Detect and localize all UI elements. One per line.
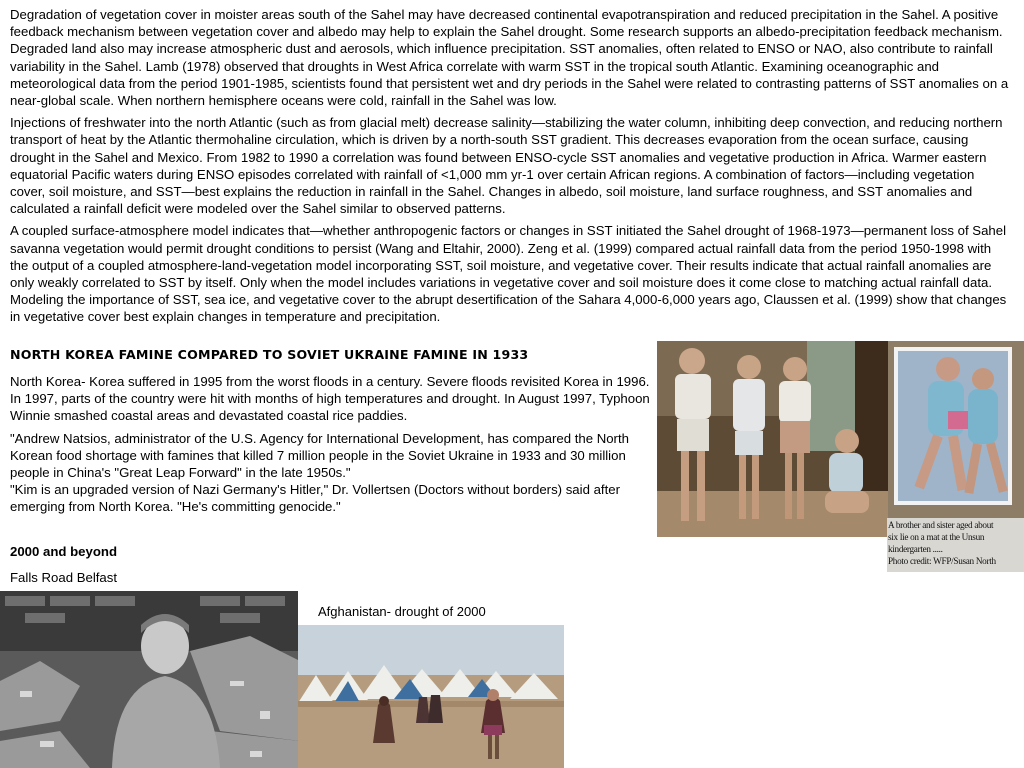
paragraph-freshwater-injection: Injections of freshwater into the north Atlantic (such as from glacial melt) decrease salinity—stabilizing the water column, inhibiting deep convection, and reducing northern transport of heat by the Atlantic thermohaline circulation, which is driven by a north-south SST gradient. This decreases evaporation from the ocean surface, causing drought in the Sahel and Mexico. From 1982 to 1990 a correlation was found between ENSO-cycle SST anomalies and vegetative production in Africa. Warmer eastern equatorial Pacific waters during ENSO episodes correlated with rainfall of <1,000 mm yr-1 over certain African regions. A combination of factors—including vegetation cover, soil moisture, and SST—best explains the reduction in rainfall in the Sahel. Changes in albedo, soil moisture, land surface roughness, and SST anomalies and calculated a rainfall deficit were modeled over the Sahel similar to observed patterns. xyxy=(10,115,1003,217)
caption-line: kindergarten ..... xyxy=(888,544,943,554)
famine-heading: NORTH KOREA FAMINE COMPARED TO SOVIET UKRAINE FAMINE IN 1933 xyxy=(10,347,529,362)
quote-vollertsen: "Kim is an upgraded version of Nazi Germany's Hitler," Dr. Vollertsen (Doctors without borders) said after emerging from North Korea. "He's committing genocide." xyxy=(10,482,620,515)
paragraph-north-korea-floods: North Korea- Korea suffered in 1995 from the worst floods in a century. Severe floods revisited Korea in 1996. In 1997, parts of the country were hit with months of high temperatures and drought. In August 1997, Typhoon Winnie smashed coastal areas and devastated coastal rice paddies. xyxy=(10,374,650,424)
korean-children-photo xyxy=(657,341,888,537)
paragraph-coupled-model: A coupled surface-atmosphere model indicates that—whether anthropogenic factors or changes in SST initiated the Sahel drought of 1968-1973—permanent loss of Sahel savanna vegetation would permit drought conditions to persist (Wang and Eltahir, 2000). Zeng et al. (1999) compared actual rainfall data from the period 1950-1998 with the output of a coupled atmosphere-land-vegetation model incorporating SST, soil moisture, and vegetative cover. Their results indicate that actual rainfall anomalies are only weakly correlated to SST by itself. Only when the model includes variations in vegetative cover and soil moisture does it come close to matching actual rainfall data. Modeling the importance of SST, sea ice, and vegetative cover to the abrupt desertification of the Sahara 4,000-6,000 years ago, Claussen et al. (1999) show that changes in vegetative cover best explain changes in temperature and precipitation. xyxy=(10,223,1007,325)
caption-line: Photo credit: WFP/Susan North xyxy=(888,556,996,566)
paragraph-sahel-vegetation: Degradation of vegetation cover in moister areas south of the Sahel may have decreased continental evapotranspiration and reduced precipitation in the Sahel. A positive feedback mechanism between vegetation cover and albedo may help to explain the Sahel drought. Some research supports an albedo-precipitation feedback mechanism. Degraded land also may increase atmospheric dust and aerosols, which influence precipitation. SST anomalies, often related to ENSO or NAO, also contribute to rainfall variability in the Sahel. Lamb (1978) observed that droughts in West Africa correlate with warm SST in the tropical south Atlantic. Examining oceanographic and meteorological data from the period 1901-1985, scientists found that persistent wet and dry periods in the Sahel were related to contrasting patterns of SST anomalies on a near-global scale. When northern hemisphere oceans were cold, rainfall in the Sahel was low. xyxy=(10,7,1009,109)
afghanistan-caption: Afghanistan- drought of 2000 xyxy=(318,604,486,619)
falls-road-belfast-photo xyxy=(0,591,300,768)
section-2000-heading: 2000 and beyond xyxy=(10,544,118,559)
afghanistan-drought-photo xyxy=(298,589,564,768)
quote-natsios: "Andrew Natsios, administrator of the U.S. Agency for International Development, has compared the North Korean food shortage with famines that killed 7 million people in the Soviet Ukraine in 1933 and 30 million people in China's "Great Leap Forward" in the late 1950s." xyxy=(10,430,629,481)
caption-line: six lie on a mat at the Unsun xyxy=(888,532,985,542)
intro-text xyxy=(10,6,1010,331)
famine-text xyxy=(10,373,655,516)
falls-road-label: Falls Road Belfast xyxy=(10,570,118,585)
siblings-on-mat-photo xyxy=(888,341,1024,518)
siblings-photo-caption xyxy=(887,518,1024,572)
caption-line: A brother and sister aged about xyxy=(888,520,994,530)
